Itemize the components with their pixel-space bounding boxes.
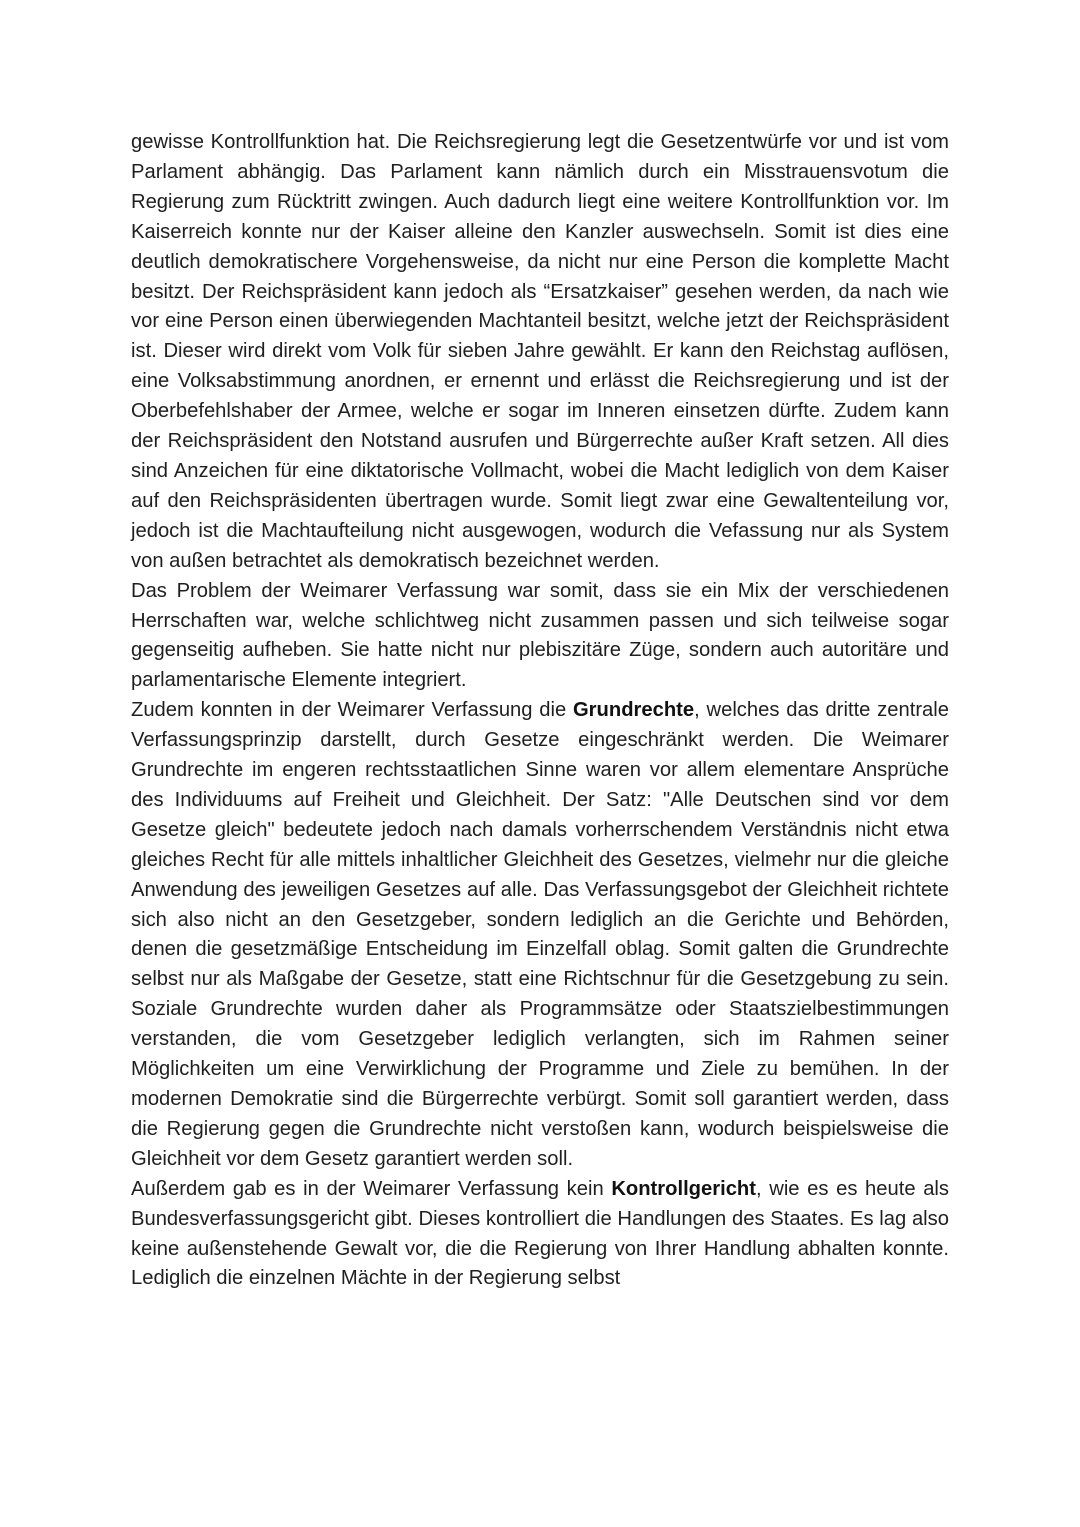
paragraph-2-text: Das Problem der Weimarer Verfassung war somit, dass sie ein Mix der verschiedenen Herrschaften war, welche schlichtweg nicht zusammen passen und sich teilweise sogar gegenseitig aufheben. Sie hatte nicht nur plebiszitäre Züge, sondern auch autoritäre und parlamentarische Elemente integriert. [131,579,949,692]
keyword-grundrechte: Grundrechte [572,699,695,722]
paragraph-3-text-intro: Zudem konnten in der Weimarer Verfassung die [131,699,573,722]
paragraph-1 [131,128,949,577]
document-page [131,128,949,1294]
paragraph-2 [131,577,949,697]
paragraph-4-text-intro: Außerdem gab es in der Weimarer Verfassung kein [131,1177,612,1200]
paragraph-1-text: gewisse Kontrollfunktion hat. Die Reichsregierung legt die Gesetzentwürfe vor und ist vom Parlament abhängig. Das Parlament kann nämlich durch ein Misstrauensvotum die Regierung zum Rücktritt zwingen. Auch dadurch liegt eine weitere Kontrollfunktion vor. Im Kaiserreich konnte nur der Kaiser alleine den Kanzler auswechseln. Somit ist dies eine deutlich demokratischere Vorgehensweise, da nicht nur eine Person die komplette Macht besitzt. Der Reichspräsident kann jedoch als “Ersatzkaiser” gesehen werden, da nach wie vor eine Person einen überwiegenden Machtanteil besitzt, welche jetzt der Reichspräsident ist. Dieser wird direkt vom Volk für sieben Jahre gewählt. Er kann den Reichstag auflösen, eine Volksabstimmung anordnen, er ernennt und erlässt die Reichsregierung und ist der Oberbefehlshaber der Armee, welche er sogar im Inneren einsetzen dürfte. Zudem kann der Reichspräsident den Notstand ausrufen und Bürgerrechte außer Kraft setzen. All dies sind Anzeichen für eine diktatorische Vollmacht, wobei die Macht lediglich von dem Kaiser auf den Reichspräsidenten übertragen wurde. Somit liegt zwar eine Gewaltenteilung vor, jedoch ist die Machtaufteilung nicht ausgewogen, wodurch die Vefassung nur als System von außen betrachtet als demokratisch bezeichnet werden. [131,131,949,572]
paragraph-3 [131,696,949,1175]
paragraph-3-text-body: , welches das dritte zentrale Verfassungsprinzip darstellt, durch Gesetze eingeschränkt werden. Die Weimarer Grundrechte im engeren rechtsstaatlichen Sinne waren vor allem elementare Ansprüche des Individuums auf Freiheit und Gleichheit. Der Satz: "Alle Deutschen sind vor dem Gesetze gleich" bedeutete jedoch nach damals vorherrschendem Verständnis nicht etwa gleiches Recht für alle mittels inhaltlicher Gleichheit des Gesetzes, vielmehr nur die gleiche Anwendung des jeweiligen Gesetzes auf alle. Das Verfassungsgebot der Gleichheit richtete sich also nicht an den Gesetzgeber, sondern lediglich an die Gerichte und Behörden, denen die gesetzmäßige Entscheidung im Einzelfall oblag. Somit galten die Grundrechte selbst nur als Maßgabe der Gesetze, statt eine Richtschnur für die Gesetzgebung zu sein. Soziale Grundrechte wurden daher als Programmsätze oder Staatszielbestimmungen verstanden, die vom Gesetzgeber lediglich verlangten, sich im Rahmen seiner Möglichkeiten um eine Verwirklichung der Programme und Ziele zu bemühen. In der modernen Demokratie sind die Bürgerrechte verbürgt. Somit soll garantiert werden, dass die Regierung gegen die Grundrechte nicht verstoßen kann, wodurch beispielsweise die Gleichheit vor dem Gesetz garantiert werden soll. [131,699,949,1170]
keyword-kontrollgericht: Kontrollgericht [611,1177,756,1200]
paragraph-4 [131,1175,949,1295]
paragraph-4-text-body: , wie es es heute als Bundesverfassungsgericht gibt. Dieses kontrolliert die Handlungen des Staates. Es lag also keine außenstehende Gewalt vor, die die Regierung von Ihrer Handlung abhalten konnte. Lediglich die einzelnen Mächte in der Regierung selbst [131,1177,949,1290]
